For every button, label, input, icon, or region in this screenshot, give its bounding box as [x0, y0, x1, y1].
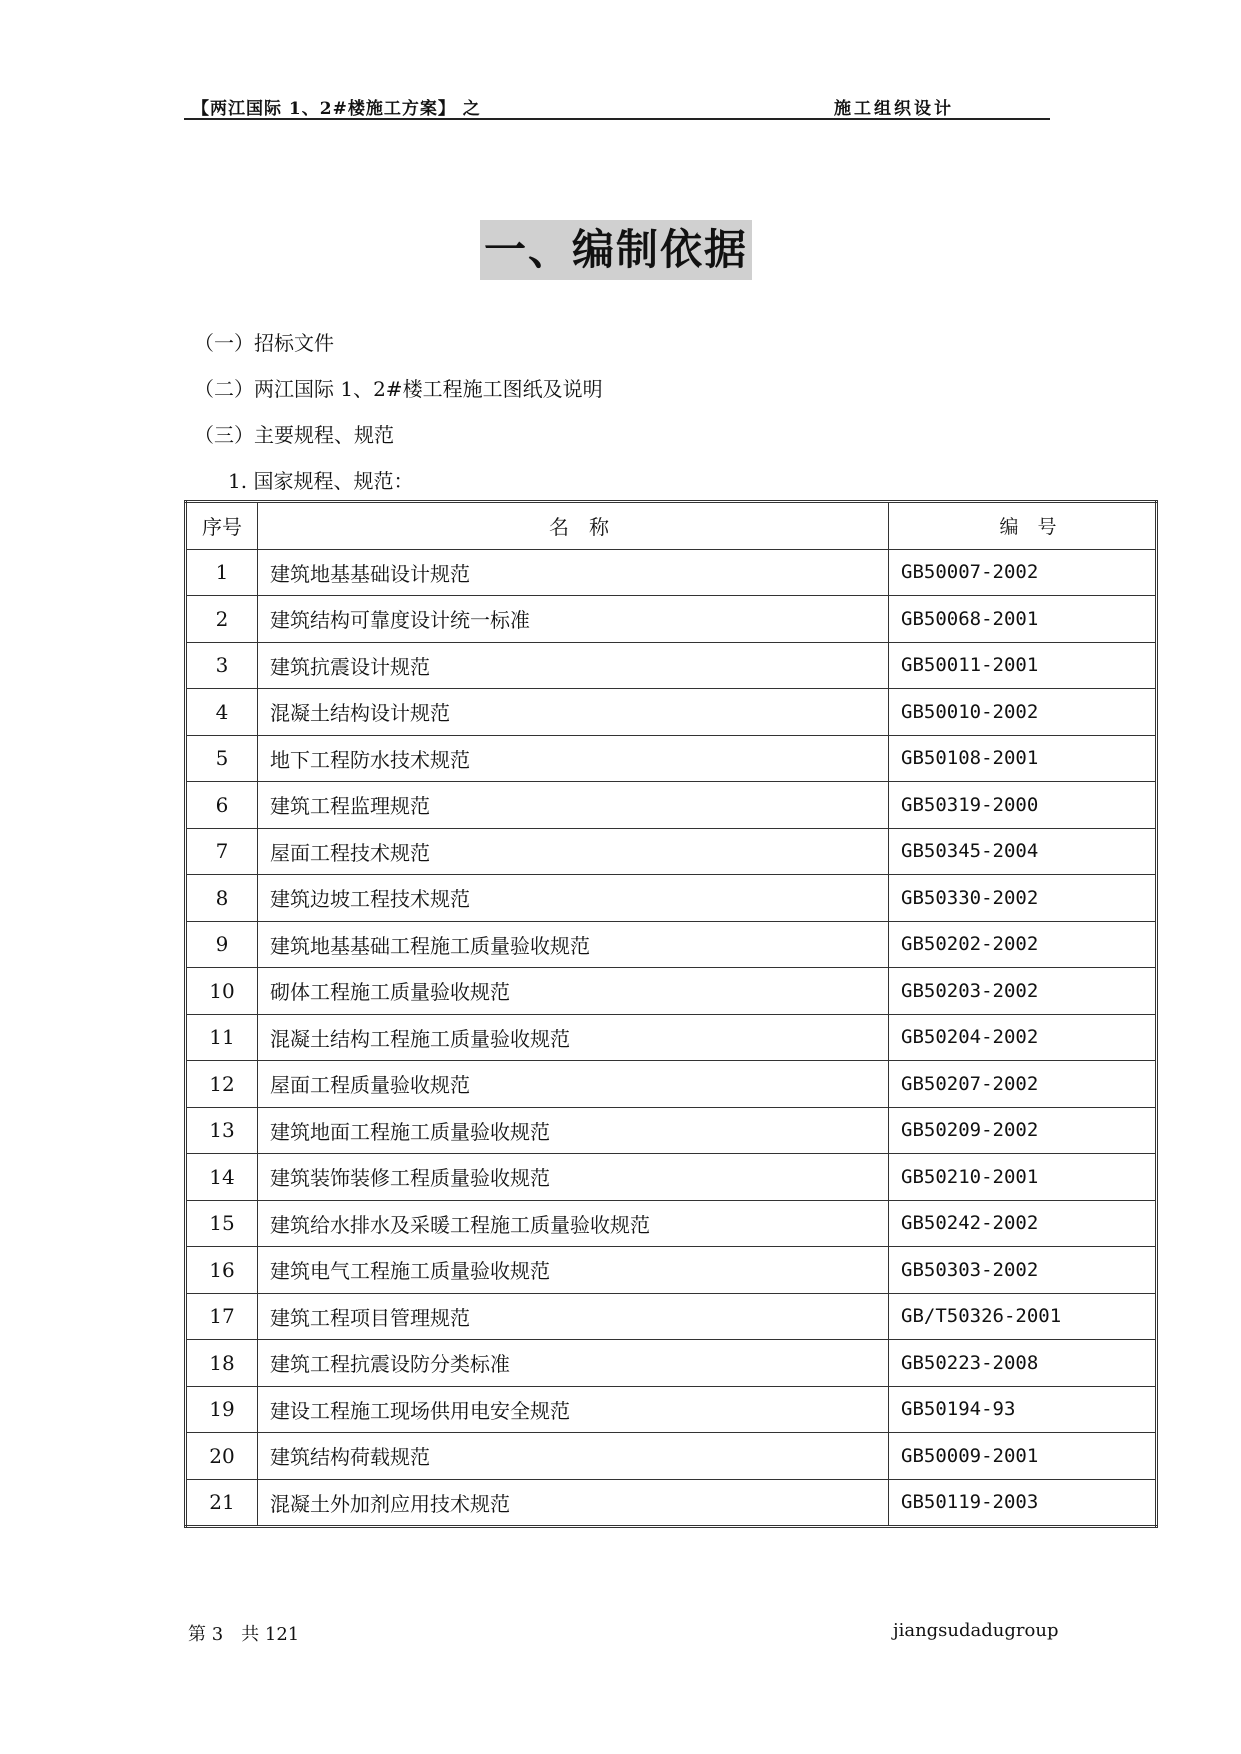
- row-number: 21: [186, 1479, 258, 1527]
- standards-table: [184, 500, 1158, 1528]
- standard-name: 建筑工程项目管理规范: [258, 1293, 889, 1340]
- standard-name: 建筑工程抗震设防分类标准: [258, 1340, 889, 1387]
- header-cell-name: 名 称: [258, 502, 889, 550]
- standard-name: 建筑装饰装修工程质量验收规范: [258, 1154, 889, 1201]
- standard-name: 建筑结构可靠度设计统一标准: [258, 596, 889, 643]
- table-row: [186, 596, 1157, 643]
- row-number: 14: [186, 1154, 258, 1201]
- standard-name: 屋面工程质量验收规范: [258, 1061, 889, 1108]
- row-number: 7: [186, 828, 258, 875]
- section-drawings: （二）两江国际 1、2#楼工程施工图纸及说明: [194, 377, 603, 401]
- standard-name: 砌体工程施工质量验收规范: [258, 968, 889, 1015]
- standard-code: GB50010-2002: [889, 689, 1157, 736]
- footer-org: jiangsudadugroup: [893, 1620, 1059, 1641]
- row-number: 19: [186, 1386, 258, 1433]
- table-row: [186, 875, 1157, 922]
- row-number: 4: [186, 689, 258, 736]
- standard-code: GB50242-2002: [889, 1200, 1157, 1247]
- row-number: 13: [186, 1107, 258, 1154]
- standard-name: 混凝土结构工程施工质量验收规范: [258, 1014, 889, 1061]
- header-cell-no: 序号: [186, 502, 258, 550]
- standard-name: 混凝土外加剂应用技术规范: [258, 1479, 889, 1527]
- row-number: 18: [186, 1340, 258, 1387]
- standard-name: 建筑抗震设计规范: [258, 642, 889, 689]
- standard-code: GB50223-2008: [889, 1340, 1157, 1387]
- subsection-national-regulations: 1. 国家规程、规范：: [228, 469, 414, 493]
- row-number: 8: [186, 875, 258, 922]
- standard-name: 屋面工程技术规范: [258, 828, 889, 875]
- row-number: 9: [186, 921, 258, 968]
- standard-code: GB50204-2002: [889, 1014, 1157, 1061]
- standard-name: 建筑地基基础设计规范: [258, 549, 889, 596]
- table-row: [186, 642, 1157, 689]
- row-number: 17: [186, 1293, 258, 1340]
- table-row: [186, 828, 1157, 875]
- standard-code: GB50207-2002: [889, 1061, 1157, 1108]
- standard-code: GB50203-2002: [889, 968, 1157, 1015]
- section-tender-docs: （一）招标文件: [194, 331, 334, 355]
- standard-code: GB50009-2001: [889, 1433, 1157, 1480]
- table-row: [186, 1293, 1157, 1340]
- table-row: [186, 968, 1157, 1015]
- standard-name: 建筑地面工程施工质量验收规范: [258, 1107, 889, 1154]
- row-number: 12: [186, 1061, 258, 1108]
- table-row: [186, 782, 1157, 829]
- standard-code: GB50119-2003: [889, 1479, 1157, 1527]
- row-number: 11: [186, 1014, 258, 1061]
- standard-name: 地下工程防水技术规范: [258, 735, 889, 782]
- table-row: [186, 1433, 1157, 1480]
- table-row: [186, 1200, 1157, 1247]
- table-row: [186, 1340, 1157, 1387]
- row-number: 2: [186, 596, 258, 643]
- row-number: 10: [186, 968, 258, 1015]
- row-number: 15: [186, 1200, 258, 1247]
- table-row: [186, 921, 1157, 968]
- row-number: 16: [186, 1247, 258, 1294]
- standard-name: 建设工程施工现场供用电安全规范: [258, 1386, 889, 1433]
- standard-name: 建筑边坡工程技术规范: [258, 875, 889, 922]
- standard-name: 建筑给水排水及采暖工程施工质量验收规范: [258, 1200, 889, 1247]
- table-row: [186, 735, 1157, 782]
- standard-code: GB50068-2001: [889, 596, 1157, 643]
- table-row: [186, 1014, 1157, 1061]
- standard-name: 混凝土结构设计规范: [258, 689, 889, 736]
- table-row: [186, 1247, 1157, 1294]
- header-doc-type: 施工组织设计: [834, 99, 954, 119]
- page-header: [184, 88, 1050, 120]
- page-title: 一、编制依据: [480, 220, 752, 280]
- standard-code: GB50330-2002: [889, 875, 1157, 922]
- table-row: [186, 1386, 1157, 1433]
- standard-code: GB50209-2002: [889, 1107, 1157, 1154]
- standard-name: 建筑结构荷载规范: [258, 1433, 889, 1480]
- table-row: [186, 1107, 1157, 1154]
- standard-code: GB50319-2000: [889, 782, 1157, 829]
- standard-code: GB/T50326-2001: [889, 1293, 1157, 1340]
- table-row: [186, 549, 1157, 596]
- row-number: 6: [186, 782, 258, 829]
- standard-code: GB50303-2002: [889, 1247, 1157, 1294]
- row-number: 20: [186, 1433, 258, 1480]
- standard-name: 建筑地基基础工程施工质量验收规范: [258, 921, 889, 968]
- section-regulations: （三）主要规程、规范: [194, 423, 394, 447]
- table-row: [186, 1061, 1157, 1108]
- row-number: 5: [186, 735, 258, 782]
- standard-code: GB50108-2001: [889, 735, 1157, 782]
- table-header-row: [186, 502, 1157, 550]
- table-row: [186, 1154, 1157, 1201]
- header-project-title: 【两江国际 1、2#楼施工方案】 之: [192, 99, 481, 119]
- row-number: 1: [186, 549, 258, 596]
- standard-code: GB50202-2002: [889, 921, 1157, 968]
- standard-name: 建筑工程监理规范: [258, 782, 889, 829]
- standard-code: GB50210-2001: [889, 1154, 1157, 1201]
- header-cell-code: 编 号: [889, 502, 1157, 550]
- footer-page-number: 第 3 共 121: [188, 1624, 300, 1645]
- standard-name: 建筑电气工程施工质量验收规范: [258, 1247, 889, 1294]
- table-row: [186, 1479, 1157, 1527]
- standard-code: GB50007-2002: [889, 549, 1157, 596]
- standard-code: GB50011-2001: [889, 642, 1157, 689]
- table-row: [186, 689, 1157, 736]
- standard-code: GB50194-93: [889, 1386, 1157, 1433]
- row-number: 3: [186, 642, 258, 689]
- standard-code: GB50345-2004: [889, 828, 1157, 875]
